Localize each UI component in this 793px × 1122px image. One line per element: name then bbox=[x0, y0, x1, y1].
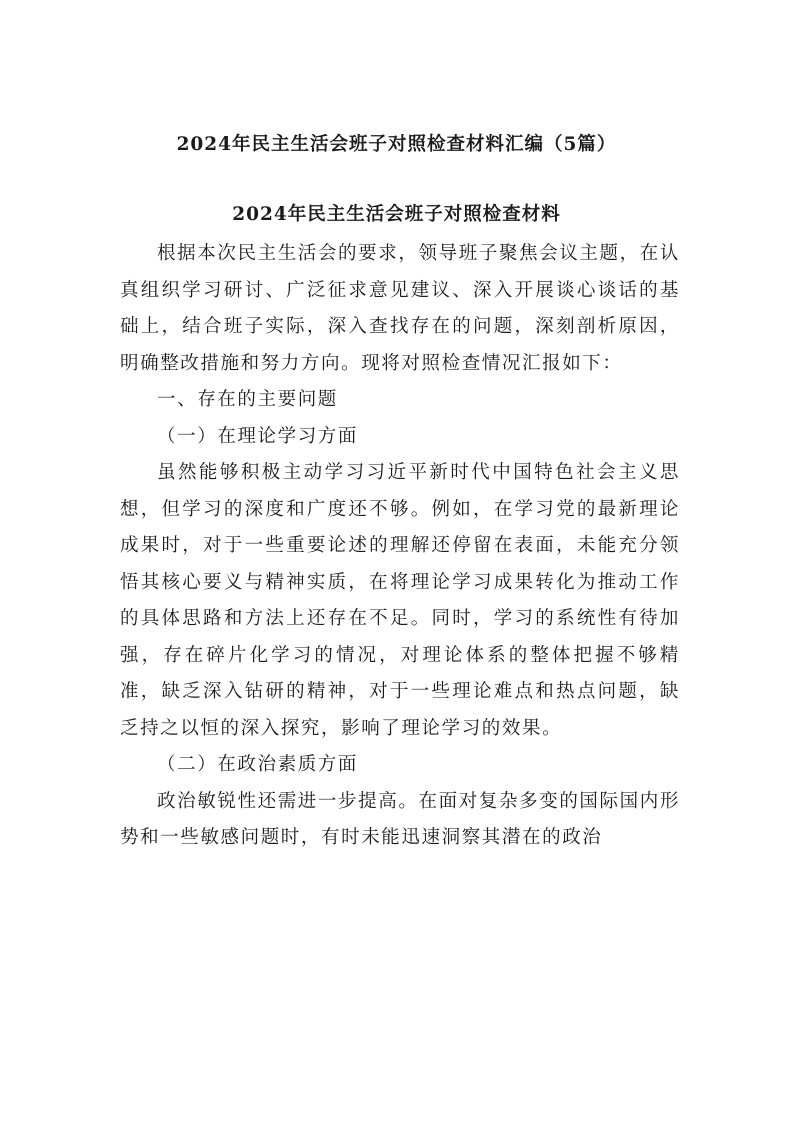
subsection-heading-politics: （二）在政治素质方面 bbox=[157, 754, 359, 775]
main-title: 2024年民主生活会班子对照检查材料汇编（5篇） bbox=[176, 134, 617, 155]
theory-paragraph: 虽然能够积极主动学习习近平新时代中国特色社会主义思想，但学习的深度和广度还不够。例如，在学习党的最新理论成果时，对于一些重要论述的理解还停留在表面，未能充分领悟其核心要义与精神实质，在将理论学习成果转化为推动工作的具体思路和方法上还存在不足。同时，学习的系统性有待加强，存在碎片化学习的情况，对理论体系的整体把握不够精准，缺乏深入钻研的精神，对于一些理论难点和热点问题，缺乏持之以恒的深入探究，影响了理论学习的效果。 bbox=[120, 462, 680, 739]
politics-paragraph: 政治敏锐性还需进一步提高。在面对复杂多变的国际国内形势和一些敏感问题时，有时未能迅速洞察其潜在的政治 bbox=[120, 790, 680, 848]
document-body bbox=[120, 236, 680, 857]
section-heading-problems: 一、存在的主要问题 bbox=[157, 389, 338, 410]
intro-paragraph: 根据本次民主生活会的要求，领导班子聚焦会议主题，在认真组织学习研讨、广泛征求意见建议、深入开展谈心谈话的基础上，结合班子实际，深入查找存在的问题，深刻剖析原因，明确整改措施和努力方向。现将对照检查情况汇报如下： bbox=[120, 243, 680, 374]
subsection-heading-theory: （一）在理论学习方面 bbox=[157, 425, 359, 447]
sub-title: 2024年民主生活会班子对照检查材料 bbox=[232, 204, 561, 225]
